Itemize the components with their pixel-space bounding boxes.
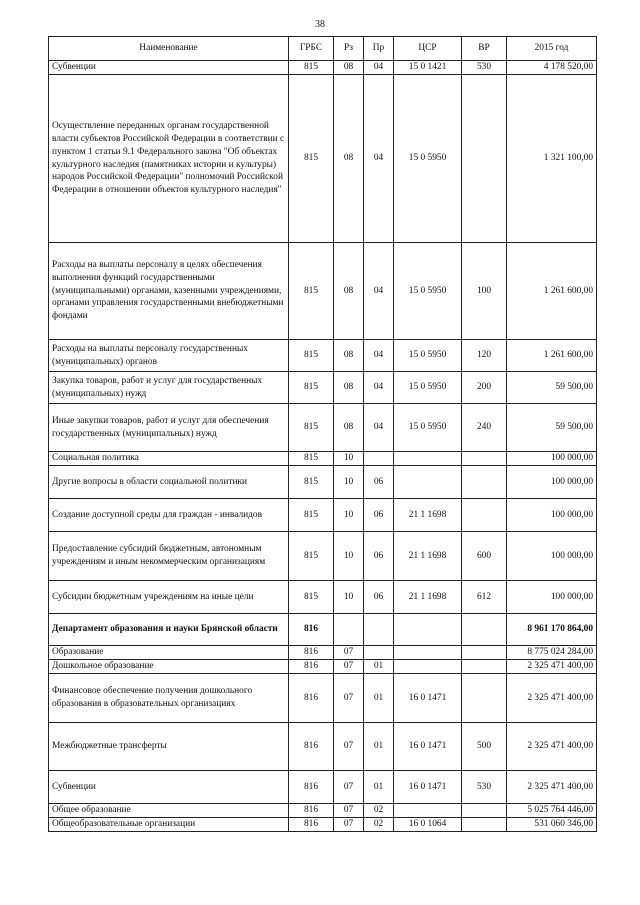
cell-csr (394, 646, 462, 660)
cell-pr: 01 (364, 771, 394, 804)
cell-grbs: 816 (289, 674, 334, 723)
cell-rz: 10 (334, 499, 364, 532)
cell-grbs: 815 (289, 452, 334, 466)
header-grbs: ГРБС (289, 37, 334, 61)
cell-pr: 06 (364, 466, 394, 499)
cell-sum: 100 000,00 (507, 499, 597, 532)
cell-vr (462, 452, 507, 466)
cell-grbs: 816 (289, 771, 334, 804)
cell-grbs: 815 (289, 340, 334, 372)
cell-rz: 08 (334, 243, 364, 340)
cell-rz: 07 (334, 771, 364, 804)
cell-rz: 10 (334, 581, 364, 614)
cell-pr: 01 (364, 660, 394, 674)
cell-rz: 08 (334, 404, 364, 452)
header-csr: ЦСР (394, 37, 462, 61)
cell-rz: 10 (334, 466, 364, 499)
cell-vr: 120 (462, 340, 507, 372)
cell-name: Субсидии бюджетным учреждениям на иные цели (49, 581, 289, 614)
cell-pr: 04 (364, 75, 394, 243)
cell-vr: 530 (462, 61, 507, 75)
header-sum: 2015 год (507, 37, 597, 61)
cell-rz: 07 (334, 674, 364, 723)
budget-table (48, 36, 597, 832)
cell-vr (462, 614, 507, 646)
cell-rz: 10 (334, 532, 364, 581)
cell-name: Межбюджетные трансферты (49, 723, 289, 771)
header-vr: ВР (462, 37, 507, 61)
table-row (49, 61, 597, 75)
cell-csr: 15 0 5950 (394, 404, 462, 452)
cell-pr: 02 (364, 818, 394, 832)
cell-name: Предоставление субсидий бюджетным, автономным учреждениям и иным некоммерческим организациям (49, 532, 289, 581)
cell-csr (394, 804, 462, 818)
cell-vr (462, 674, 507, 723)
cell-name: Образование (49, 646, 289, 660)
cell-grbs: 815 (289, 404, 334, 452)
cell-vr: 530 (462, 771, 507, 804)
cell-vr (462, 499, 507, 532)
cell-name: Общее образование (49, 804, 289, 818)
cell-csr: 21 1 1698 (394, 581, 462, 614)
cell-name: Финансовое обеспечение получения дошкольного образования в образовательных организациях (49, 674, 289, 723)
cell-grbs: 816 (289, 614, 334, 646)
cell-pr: 04 (364, 61, 394, 75)
cell-sum: 8 961 170 864,00 (507, 614, 597, 646)
cell-vr: 500 (462, 723, 507, 771)
table-row (49, 452, 597, 466)
cell-vr (462, 75, 507, 243)
cell-name: Расходы на выплаты персоналу государственных (муниципальных) органов (49, 340, 289, 372)
cell-sum: 531 060 346,00 (507, 818, 597, 832)
cell-csr: 15 0 1421 (394, 61, 462, 75)
cell-sum: 100 000,00 (507, 466, 597, 499)
cell-grbs: 815 (289, 75, 334, 243)
cell-csr: 16 0 1064 (394, 818, 462, 832)
cell-name: Субвенции (49, 771, 289, 804)
cell-pr: 06 (364, 499, 394, 532)
table-row (49, 340, 597, 372)
cell-csr (394, 452, 462, 466)
header-pr: Пр (364, 37, 394, 61)
cell-csr (394, 614, 462, 646)
cell-name: Расходы на выплаты персоналу в целях обеспечения выполнения функций государственными (муниципальными) органами, казенными учреждениями, органами управления государственными внебюджетными фондами (49, 243, 289, 340)
table-row (49, 243, 597, 340)
cell-vr: 200 (462, 372, 507, 404)
table-row (49, 466, 597, 499)
cell-sum: 5 025 764 446,00 (507, 804, 597, 818)
cell-name: Департамент образования и науки Брянской области (49, 614, 289, 646)
cell-name: Осуществление переданных органам государственной власти субъектов Российской Федерации в соответствии с пунктом 1 статьи 9.1 Федерального закона "Об объектах культурного наследия (памятниках истории и культуры) народов Российской Федерации" полномочий Российской Федерации в отношении объектов культурного наследия" (49, 75, 289, 243)
cell-pr (364, 614, 394, 646)
cell-pr (364, 646, 394, 660)
cell-grbs: 816 (289, 804, 334, 818)
table-row (49, 646, 597, 660)
cell-pr: 02 (364, 804, 394, 818)
cell-sum: 100 000,00 (507, 452, 597, 466)
cell-csr: 16 0 1471 (394, 723, 462, 771)
cell-sum: 100 000,00 (507, 532, 597, 581)
cell-sum: 8 775 024 284,00 (507, 646, 597, 660)
cell-pr: 01 (364, 674, 394, 723)
cell-vr: 100 (462, 243, 507, 340)
cell-sum: 4 178 520,00 (507, 61, 597, 75)
cell-vr: 612 (462, 581, 507, 614)
table-row (49, 499, 597, 532)
cell-rz: 07 (334, 723, 364, 771)
cell-csr (394, 466, 462, 499)
cell-csr: 15 0 5950 (394, 243, 462, 340)
table-row (49, 660, 597, 674)
cell-rz (334, 614, 364, 646)
table-row (49, 818, 597, 832)
cell-name: Субвенции (49, 61, 289, 75)
cell-sum: 2 325 471 400,00 (507, 674, 597, 723)
header-row (49, 37, 597, 61)
cell-csr (394, 660, 462, 674)
table-row (49, 404, 597, 452)
cell-csr: 21 1 1698 (394, 499, 462, 532)
cell-sum: 59 500,00 (507, 372, 597, 404)
cell-pr: 04 (364, 404, 394, 452)
cell-sum: 2 325 471 400,00 (507, 723, 597, 771)
cell-csr: 16 0 1471 (394, 674, 462, 723)
cell-sum: 2 325 471 400,00 (507, 771, 597, 804)
cell-vr: 240 (462, 404, 507, 452)
cell-vr (462, 804, 507, 818)
cell-name: Создание доступной среды для граждан - инвалидов (49, 499, 289, 532)
cell-grbs: 816 (289, 818, 334, 832)
cell-grbs: 815 (289, 466, 334, 499)
cell-grbs: 815 (289, 532, 334, 581)
cell-pr: 04 (364, 243, 394, 340)
cell-grbs: 816 (289, 723, 334, 771)
cell-rz: 08 (334, 75, 364, 243)
cell-pr: 06 (364, 532, 394, 581)
cell-rz: 07 (334, 660, 364, 674)
cell-grbs: 816 (289, 646, 334, 660)
cell-grbs: 815 (289, 372, 334, 404)
header-rz: Рз (334, 37, 364, 61)
cell-sum: 1 321 100,00 (507, 75, 597, 243)
cell-vr (462, 646, 507, 660)
cell-csr: 15 0 5950 (394, 75, 462, 243)
page-number: 38 (315, 19, 325, 30)
cell-pr: 06 (364, 581, 394, 614)
cell-rz: 08 (334, 340, 364, 372)
cell-vr (462, 660, 507, 674)
cell-csr: 15 0 5950 (394, 340, 462, 372)
cell-rz: 08 (334, 61, 364, 75)
cell-sum: 59 500,00 (507, 404, 597, 452)
cell-grbs: 815 (289, 499, 334, 532)
cell-name: Дошкольное образование (49, 660, 289, 674)
cell-rz: 07 (334, 804, 364, 818)
table-row (49, 674, 597, 723)
cell-name: Иные закупки товаров, работ и услуг для обеспечения государственных (муниципальных) нужд (49, 404, 289, 452)
cell-pr (364, 452, 394, 466)
cell-pr: 04 (364, 340, 394, 372)
cell-sum: 1 261 600,00 (507, 340, 597, 372)
cell-name: Социальная политика (49, 452, 289, 466)
table-row (49, 771, 597, 804)
table-row (49, 581, 597, 614)
cell-rz: 07 (334, 646, 364, 660)
cell-vr: 600 (462, 532, 507, 581)
header-name: Наименование (49, 37, 289, 61)
table-row (49, 614, 597, 646)
cell-grbs: 815 (289, 243, 334, 340)
cell-sum: 100 000,00 (507, 581, 597, 614)
cell-name: Закупка товаров, работ и услуг для государственных (муниципальных) нужд (49, 372, 289, 404)
cell-grbs: 816 (289, 660, 334, 674)
cell-name: Другие вопросы в области социальной политики (49, 466, 289, 499)
cell-grbs: 815 (289, 581, 334, 614)
cell-sum: 1 261 600,00 (507, 243, 597, 340)
cell-csr: 21 1 1698 (394, 532, 462, 581)
table-row (49, 723, 597, 771)
cell-vr (462, 466, 507, 499)
table-row (49, 532, 597, 581)
cell-rz: 10 (334, 452, 364, 466)
table-row (49, 372, 597, 404)
table-row (49, 75, 597, 243)
cell-rz: 07 (334, 818, 364, 832)
cell-csr: 15 0 5950 (394, 372, 462, 404)
cell-name: Общеобразовательные организации (49, 818, 289, 832)
cell-grbs: 815 (289, 61, 334, 75)
cell-pr: 01 (364, 723, 394, 771)
cell-rz: 08 (334, 372, 364, 404)
table-row (49, 804, 597, 818)
cell-csr: 16 0 1471 (394, 771, 462, 804)
cell-pr: 04 (364, 372, 394, 404)
cell-vr (462, 818, 507, 832)
cell-sum: 2 325 471 400,00 (507, 660, 597, 674)
